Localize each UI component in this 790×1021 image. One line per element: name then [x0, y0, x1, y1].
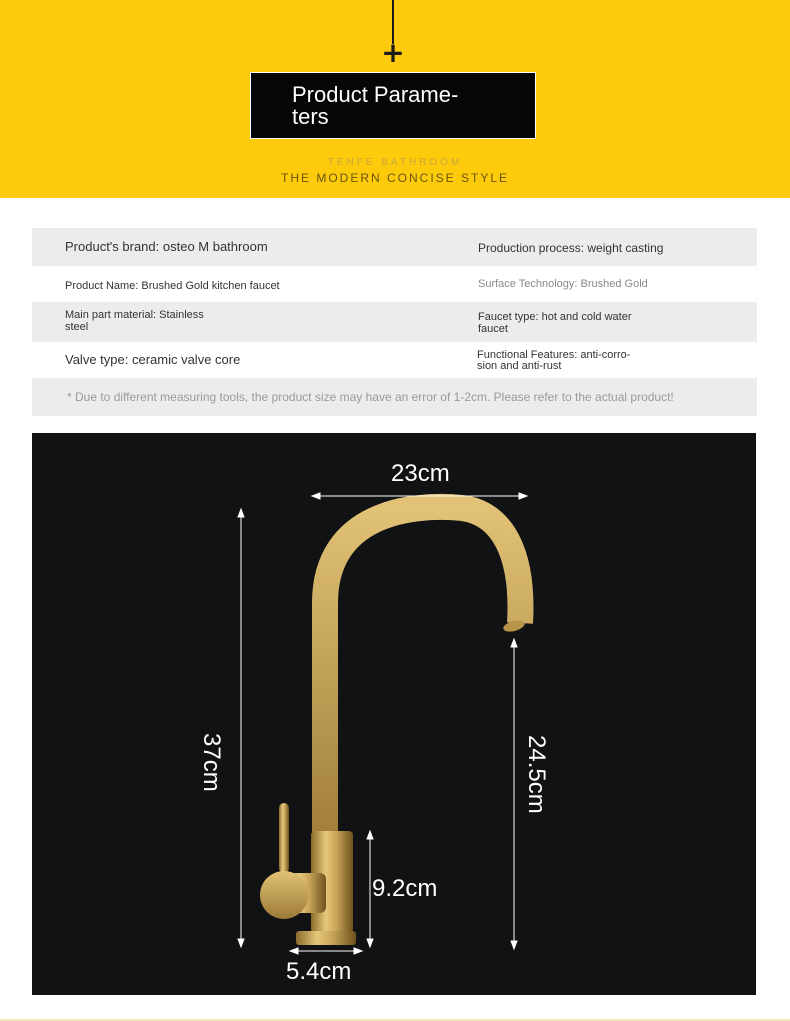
plus-icon: +: [381, 36, 405, 69]
style-subtitle: THE MODERN CONCISE STYLE: [280, 171, 510, 185]
param-row: [32, 302, 757, 342]
measurement-note: [32, 378, 757, 416]
param-faucet-type-cont: faucet: [478, 323, 508, 335]
dim-total-height: 37cm: [198, 733, 225, 792]
faucet-base: [296, 931, 356, 945]
param-features-cont: sion and anti-rust: [477, 360, 562, 372]
parameters-table: [32, 228, 757, 378]
param-row: [32, 228, 757, 266]
param-production: Production process: weight casting: [478, 241, 664, 255]
title-box: [250, 72, 536, 139]
header-banner: [0, 0, 790, 198]
dim-base-height: 9.2cm: [372, 875, 438, 902]
param-material: Main part material: Stainless: [65, 309, 204, 321]
page-title: Product Parame- ters: [292, 82, 459, 129]
param-row: [32, 266, 757, 302]
param-brand: Product's brand: osteo M bathroom: [65, 239, 268, 254]
product-dimension-photo: [32, 433, 756, 995]
param-faucet-type: Faucet type: hot and cold water: [478, 311, 632, 323]
dim-base-width: 5.4cm: [286, 958, 352, 985]
param-surface: Surface Technology: Brushed Gold: [478, 278, 648, 290]
faucet-handle-knob: [260, 871, 308, 919]
param-material-cont: steel: [65, 321, 89, 333]
param-features: Functional Features: anti-corro-: [477, 349, 631, 361]
brand-subtitle: TENFE BATHROOM: [327, 157, 463, 168]
faucet-illustration: [32, 433, 756, 995]
faucet-spout: [325, 507, 520, 858]
dim-spout-reach: 23cm: [391, 460, 450, 487]
note-text: * Due to different measuring tools, the product size may have an error of 1-2cm. Please refer to the actual product!: [67, 390, 674, 404]
param-name: Product Name: Brushed Gold kitchen faucet: [65, 280, 280, 292]
faucet-handle-lever: [279, 803, 289, 873]
param-row: [32, 342, 757, 378]
param-valve: Valve type: ceramic valve core: [65, 352, 241, 367]
dim-spout-height: 24.5cm: [523, 735, 550, 814]
